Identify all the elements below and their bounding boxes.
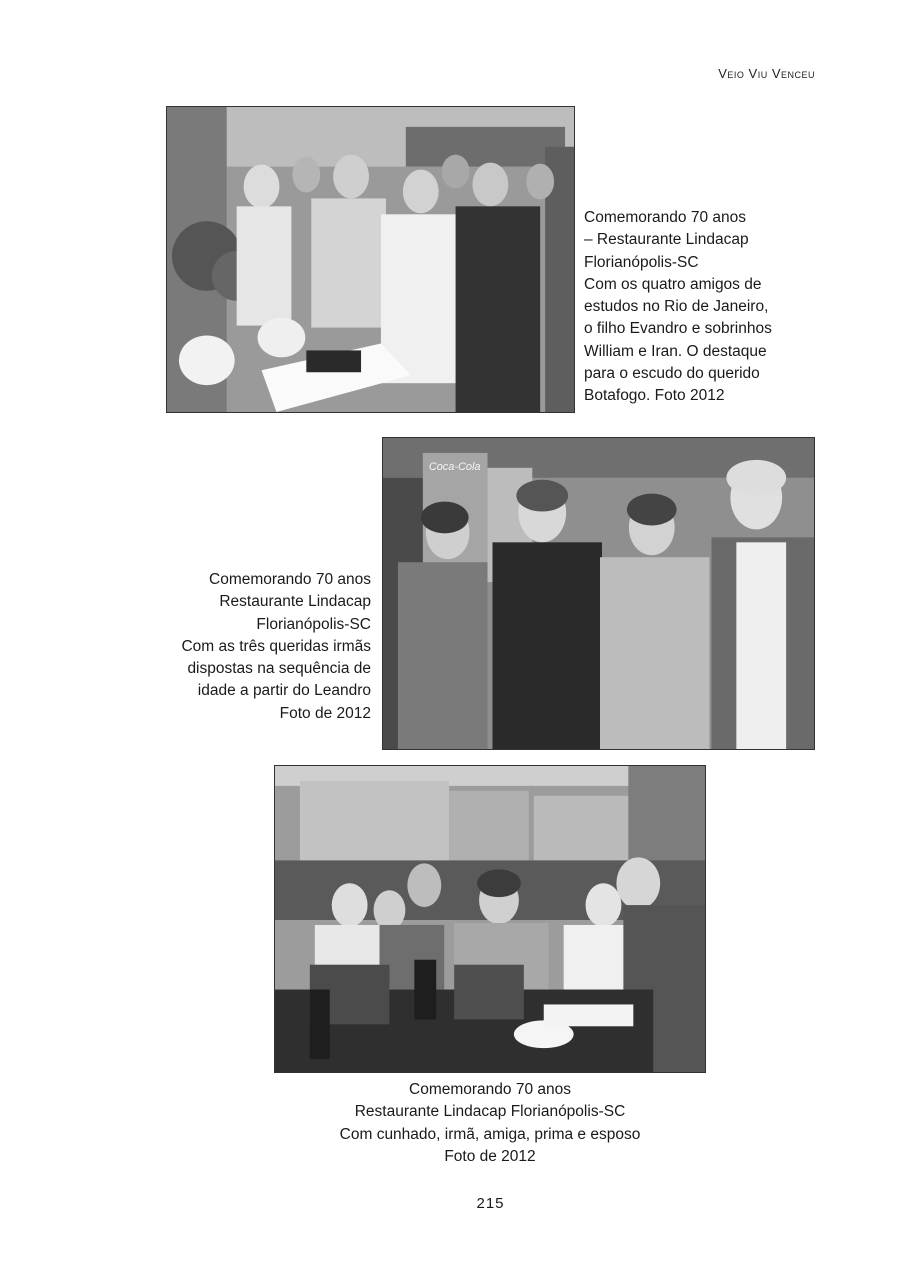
caption-line: Comemorando 70 anos	[584, 209, 746, 226]
caption-line: Botafogo. Foto 2012	[584, 387, 725, 405]
caption-line: Restaurante Lindacap Florianópolis-SC	[354, 1103, 626, 1121]
caption-line: Com as três queridas irmãs	[181, 637, 371, 655]
caption-line: idade a partir do Leandro	[197, 682, 371, 700]
caption-line: dispostas na sequência de	[187, 660, 371, 678]
caption-line: Comemorando 70 anos	[409, 1081, 571, 1098]
caption-line: Foto de 2012	[279, 704, 371, 722]
running-head: Veio Viu Venceu	[718, 66, 815, 81]
caption-line: Comemorando 70 anos	[209, 571, 371, 588]
caption-family-table	[274, 1079, 706, 1168]
caption-line: Florianópolis-SC	[584, 253, 699, 271]
caption-line: – Restaurante Lindacap	[584, 231, 749, 249]
caption-line: Com cunhado, irmã, amiga, prima e esposo	[339, 1125, 641, 1143]
caption-line: estudos no Rio de Janeiro,	[584, 298, 769, 316]
page-number: 215	[476, 1195, 505, 1212]
caption-line: Florianópolis-SC	[256, 615, 371, 633]
caption-three-sisters	[181, 569, 371, 725]
photo-three-sisters	[382, 437, 815, 750]
photo-group-of-friends	[166, 106, 575, 413]
caption-line: William e Iran. O destaque	[584, 342, 767, 360]
caption-group-of-friends	[584, 207, 772, 408]
caption-line: Com os quatro amigos de	[584, 275, 762, 293]
sign-text: Coca-Cola	[428, 460, 481, 473]
caption-line: Restaurante Lindacap	[219, 593, 371, 611]
caption-line: Foto de 2012	[444, 1147, 536, 1165]
photo-family-table	[274, 765, 706, 1073]
caption-line: para o escudo do querido	[584, 365, 760, 383]
caption-line: o filho Evandro e sobrinhos	[584, 320, 772, 338]
